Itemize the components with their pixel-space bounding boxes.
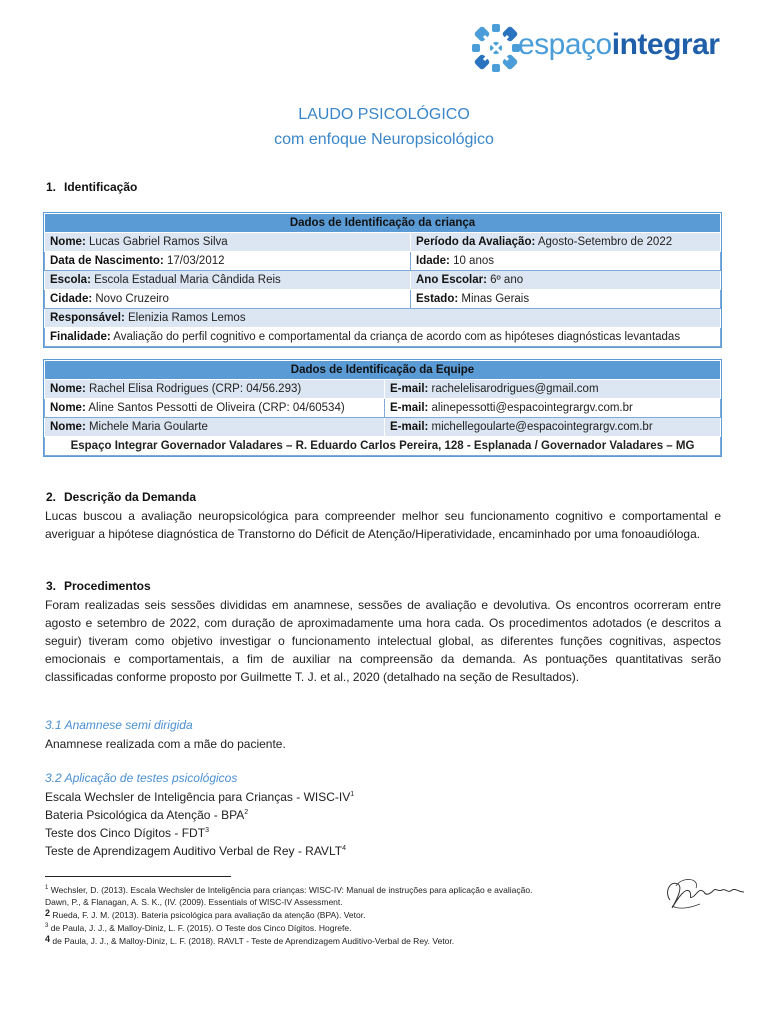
section-number: 3. xyxy=(46,579,57,593)
school-cell: Escola: Escola Estadual Maria Cândida Reis xyxy=(45,271,411,290)
section-procedimentos-heading xyxy=(46,579,151,593)
evaluation-period-cell: Período da Avaliação: Agosto-Setembro de 2022 xyxy=(411,233,721,252)
test-item: Escala Wechsler de Inteligência para Crianças - WISC-$IV^1$ xyxy=(45,790,355,804)
team-member-name: Nome: Rachel Elisa Rodrigues (CRP: 04/56.293) xyxy=(45,380,385,399)
footnote-ref: 3 xyxy=(205,827,209,834)
section-identificacao-heading xyxy=(46,180,137,194)
team-identification-table xyxy=(44,360,721,456)
signature-icon xyxy=(660,870,750,914)
guardian-cell: Responsável: Elenizia Ramos Lemos xyxy=(45,309,721,328)
school-year-cell: Ano Escolar: 6º ano xyxy=(411,271,721,290)
company-logo xyxy=(470,20,728,76)
anamnese-text: Anamnese realizada com a mãe do paciente. xyxy=(45,737,286,751)
page-title: LAUDO PSICOLÓGICO xyxy=(298,106,470,123)
footnote: 2 Rueda, F. J. M. (2013). Bateria psicológica para avaliação da atenção (BPA). Vetor. xyxy=(45,908,366,920)
child-identification-table xyxy=(44,213,721,347)
section-demanda-heading xyxy=(46,490,196,504)
team-member-name: Nome: Michele Maria Goularte xyxy=(45,418,385,437)
footnote-ref: 4 xyxy=(342,845,346,852)
footnote: $^1$ Wechsler, D. (2013). Escala Wechsler de Inteligência para crianças: WISC-IV: Manual de instruções para aplicação e avaliação. xyxy=(45,885,533,895)
team-member-email: E-mail: michellegoularte@espacointegrargv.com.br xyxy=(385,418,721,437)
team-member-name: Nome: Aline Santos Pessotti de Oliveira (CRP: 04/60534) xyxy=(45,399,385,418)
footnote: Dawn, P., & Flanagan, A. S. K., (IV. (2009). Essentials of WISC-IV Assessment. xyxy=(45,897,343,907)
clinic-address: Espaço Integrar Governador Valadares – R. Eduardo Carlos Pereira, 128 - Esplanada / Governador Valadares – MG xyxy=(45,437,721,456)
section-title: Procedimentos xyxy=(64,579,151,593)
team-member-email: E-mail: rachelelisarodrigues@gmail.com xyxy=(385,380,721,399)
test-item: Bateria Psicológica da Atenção - BPA$^2$ xyxy=(45,808,249,822)
age-cell: Idade: 10 anos xyxy=(411,252,721,271)
footnote-ref: 2 xyxy=(244,809,249,816)
puzzle-logo-icon xyxy=(470,22,522,74)
page-subtitle: com enfoque Neuropsicológico xyxy=(274,131,494,148)
city-cell: Cidade: Novo Cruzeiro xyxy=(45,290,411,309)
footnote-ref: 1 xyxy=(350,791,355,798)
footnote: $^3$ de Paula, J. J., & Malloy-Diniz, L. F. (2015). O Teste dos Cinco Dígitos. Hogrefe. xyxy=(45,923,352,933)
logo-part1: espaço xyxy=(518,28,612,61)
demanda-paragraph: Lucas buscou a avaliação neuropsicológica para compreender melhor seu funcionamento cognitivo e comportamental e averiguar a hipótese diagnóstica de Transtorno do Déficit de Atenção/Hiperatividade, encaminhado por uma fonoaudióloga. xyxy=(45,509,721,541)
purpose-cell: Finalidade: Avaliação do perfil cognitivo e comportamental da criança de acordo com as hipóteses diagnósticas levantadas xyxy=(45,328,721,347)
table-header: Dados de Identificação da criança xyxy=(45,214,721,233)
section-title: Descrição da Demanda xyxy=(64,490,197,504)
test-item: Teste dos Cinco Dígitos - FDT$^3$ xyxy=(45,826,209,840)
child-name-cell: Nome: Lucas Gabriel Ramos Silva xyxy=(45,233,411,252)
section-number: 1. xyxy=(46,180,57,194)
footnote: 4 de Paula, J. J., & Malloy-Diniz, L. F. (2018). RAVLT - Teste de Aprendizagem Auditivo-Verbal de Rey. Vetor. xyxy=(45,934,455,946)
logo-part2: integrar xyxy=(611,28,720,61)
logo-wordmark xyxy=(518,28,719,62)
team-member-email: E-mail: alinepessotti@espacointegrargv.com.br xyxy=(385,399,721,418)
birth-date-cell: Data de Nascimento: 17/03/2012 xyxy=(45,252,411,271)
section-number: 2. xyxy=(46,490,57,504)
subsection-testes-heading: 3.2 Aplicação de testes psicológicos xyxy=(45,771,238,785)
section-title: Identificação xyxy=(64,180,138,194)
procedimentos-paragraph: Foram realizadas seis sessões divididas em anamnese, sessões de avaliação e devolutiva. Os encontros ocorreram entre agosto e setembro de 2022, com duração de aproximadamente uma hora cada. Os procedimentos adotados (e descritos a seguir) tiveram como objetivo investigar o funcionamento intelectual global, as diferentes funções cognitivas, aspectos emocionais e comportamentais, a fim de auxiliar na compreensão da demanda. As pontuações quantitativas serão classificadas conforme proposto por Guilmette T. J. et al., 2020 (detalhado na seção de Resultados). xyxy=(45,598,721,684)
footnote-divider xyxy=(45,876,231,877)
state-cell: Estado: Minas Gerais xyxy=(411,290,721,309)
test-item: Teste de Aprendizagem Auditivo Verbal de Rey - RAVLT$^4$ xyxy=(45,844,346,858)
table-header: Dados de Identificação da Equipe xyxy=(45,361,721,380)
subsection-anamnese-heading: 3.1 Anamnese semi dirigida xyxy=(45,718,193,732)
